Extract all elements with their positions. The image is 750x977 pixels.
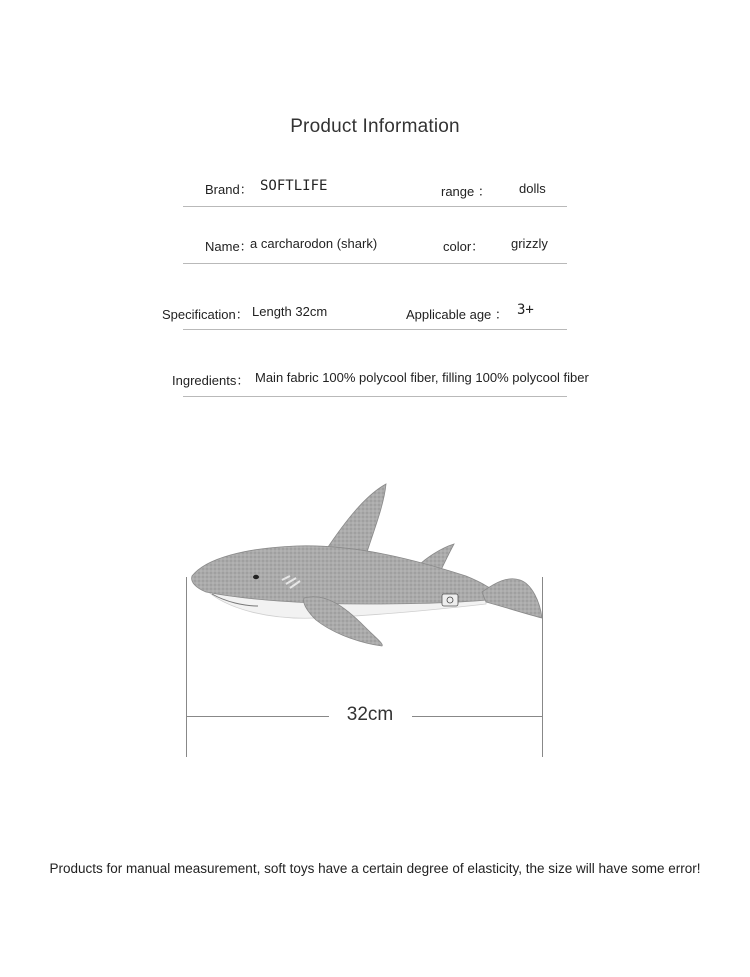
- ingredients-value: Main fabric 100% polycool fiber, filling 100% polycool fiber: [255, 370, 589, 385]
- dimension-line-right: [412, 716, 543, 717]
- shark-plush-image: [186, 480, 546, 650]
- specification-value: Length 32cm: [252, 304, 328, 319]
- page-title: Product Information: [290, 116, 460, 137]
- specification-label: Specification：: [162, 307, 249, 322]
- measurement-note: Products for manual measurement, soft toys have a certain degree of elasticity, the size will have some error!: [49, 861, 701, 876]
- name-value: a carcharodon (shark): [250, 236, 378, 251]
- brand-value: SOFTLIFE: [260, 178, 328, 194]
- row-divider: [183, 206, 567, 207]
- name-label: Name：: [205, 239, 253, 254]
- dimension-label: 32cm: [346, 704, 394, 725]
- age-label: Applicable age ：: [406, 307, 508, 322]
- row-divider: [183, 396, 567, 397]
- dimension-left-edge: [186, 577, 187, 757]
- range-value: dolls: [519, 181, 546, 196]
- color-label: color：: [443, 239, 485, 254]
- dimension-right-edge: [542, 577, 543, 757]
- row-divider: [183, 329, 567, 330]
- age-value: 3+: [517, 302, 534, 318]
- range-label: range ：: [441, 184, 491, 199]
- dimension-line-left: [186, 716, 329, 717]
- brand-label: Brand：: [205, 182, 253, 197]
- color-value: grizzly: [511, 236, 548, 251]
- ingredients-label: Ingredients：: [172, 373, 250, 388]
- row-divider: [183, 263, 567, 264]
